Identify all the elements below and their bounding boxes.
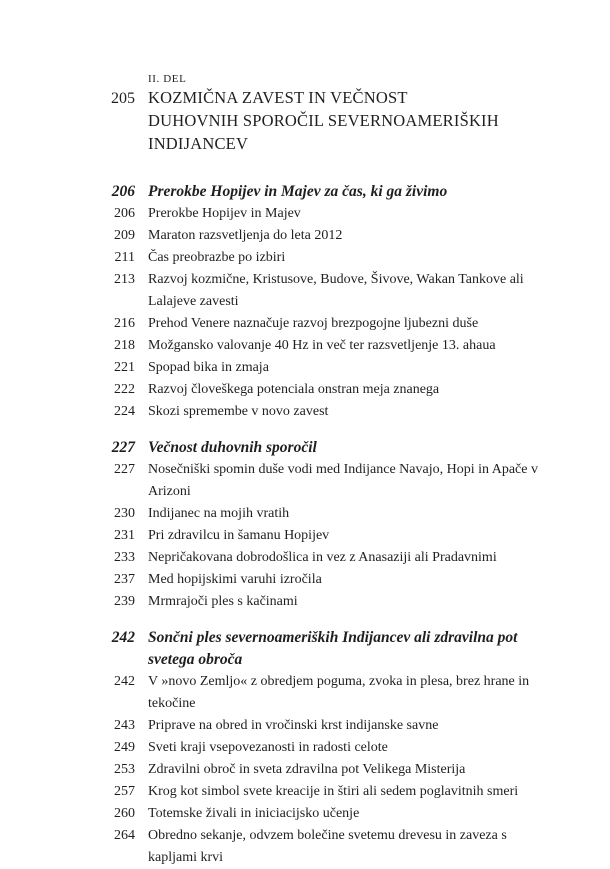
entry-title: V »novo Zemljo« z obredjem poguma, zvoka in plesa, brez hrane in tekočine [148,674,530,711]
entry-page-number: 239 [114,594,135,609]
part-page-number: 205 [111,90,135,107]
section-heading-row [0,181,610,203]
entry-title: Razvoj človeškega potenciala onstran meja znanega [148,382,440,397]
section-page-number: 206 [111,183,135,200]
toc-section [0,437,610,613]
entry-page-number: 233 [114,550,135,565]
toc-entry-row [0,715,610,737]
toc-entry-row [0,569,610,591]
entry-title: Pri zdravilcu in šamanu Hopijev [148,528,330,543]
entry-page-number: 216 [114,316,135,331]
toc-section [0,181,610,423]
section-entries [0,459,610,613]
entry-title: Zdravilni obroč in sveta zdravilna pot Velikega Misterija [148,762,466,777]
section-page-number: 242 [111,629,135,646]
toc-entry-row [0,591,610,613]
section-heading-row [0,437,610,459]
part-title: KOZMIČNA ZAVEST IN VEČNOST DUHOVNIH SPOROČIL SEVERNOAMERIŠKIH INDIJANCEV [148,88,499,153]
toc-entry-row [0,379,610,401]
toc-entry-row [0,335,610,357]
entry-page-number: 206 [114,206,135,221]
entry-page-number: 218 [114,338,135,353]
toc-entry-row [0,781,610,803]
entry-title: Krog kot simbol svete kreacije in štiri ali sedem poglavitnih smeri [148,784,519,799]
section-title: Prerokbe Hopijev in Majev za čas, ki ga živimo [148,183,448,200]
entry-page-number: 260 [114,806,135,821]
toc-entry-row [0,313,610,335]
part-label: II. DEL [148,73,187,85]
toc-entry-row [0,803,610,825]
entry-title: Totemske živali in iniciacijsko učenje [148,806,360,821]
toc-entry-row [0,503,610,525]
toc-entry-row [0,247,610,269]
entry-page-number: 237 [114,572,135,587]
toc-entry-row [0,737,610,759]
part-label-row [0,72,610,86]
section-page-number: 227 [111,439,135,456]
entry-title: Čas preobrazbe po izbiri [148,250,286,265]
entry-title: Indijanec na mojih vratih [148,506,290,521]
part-title-row [0,86,610,155]
entry-title: Mrmrajoči ples s kačinami [148,594,298,609]
entry-title: Maraton razsvetljenja do leta 2012 [148,228,343,243]
section-entries [0,671,610,869]
toc-entry-row [0,459,610,503]
toc-entry-row [0,401,610,423]
entry-page-number: 249 [114,740,135,755]
sections [0,181,610,869]
section-title: Večnost duhovnih sporočil [148,439,317,456]
entry-page-number: 243 [114,718,135,733]
toc-entry-row [0,203,610,225]
entry-title: Možgansko valovanje 40 Hz in več ter razsvetljenje 13. ahaua [148,338,496,353]
toc-entry-row [0,357,610,379]
entry-page-number: 227 [114,462,135,477]
entry-title: Prerokbe Hopijev in Majev [148,206,301,221]
toc-entry-row [0,759,610,781]
toc-section [0,627,610,869]
entry-title: Sveti kraji vsepovezanosti in radosti celote [148,740,388,755]
entry-title: Priprave na obred in vročinski krst indijanske savne [148,718,439,733]
entry-page-number: 221 [114,360,135,375]
entry-title: Skozi spremembe v novo zavest [148,404,329,419]
toc-entry-row [0,825,610,869]
section-entries [0,203,610,423]
entry-title: Nepričakovana dobrodošlica in vez z Anasaziji ali Pradavnimi [148,550,497,565]
entry-title: Obredno sekanje, odvzem bolečine svetemu drevesu in zaveza s kapljami krvi [148,828,507,865]
entry-page-number: 222 [114,382,135,397]
entry-page-number: 213 [114,272,135,287]
toc-entry-row [0,525,610,547]
part-header [0,72,610,155]
entry-page-number: 257 [114,784,135,799]
entry-title: Med hopijskimi varuhi izročila [148,572,322,587]
entry-page-number: 230 [114,506,135,521]
section-heading-row [0,627,610,671]
entry-page-number: 242 [114,674,135,689]
toc-entry-row [0,269,610,313]
section-title: Sončni ples severnoameriških Indijancev ali zdravilna pot svetega obroča [148,629,518,668]
entry-page-number: 224 [114,404,135,419]
entry-page-number: 264 [114,828,135,843]
entry-page-number: 211 [114,250,135,265]
toc-entry-row [0,225,610,247]
entry-title: Razvoj kozmične, Kristusove, Budove, Šivove, Wakan Tankove ali Lalajeve zavesti [148,272,524,309]
entry-page-number: 209 [114,228,135,243]
entry-title: Spopad bika in zmaja [148,360,269,375]
entry-page-number: 231 [114,528,135,543]
entry-page-number: 253 [114,762,135,777]
entry-title: Nosečniški spomin duše vodi med Indijance Navajo, Hopi in Apače v Arizoni [148,462,538,499]
toc-entry-row [0,547,610,569]
entry-title: Prehod Venere naznačuje razvoj brezpogojne ljubezni duše [148,316,479,331]
toc-entry-row [0,671,610,715]
